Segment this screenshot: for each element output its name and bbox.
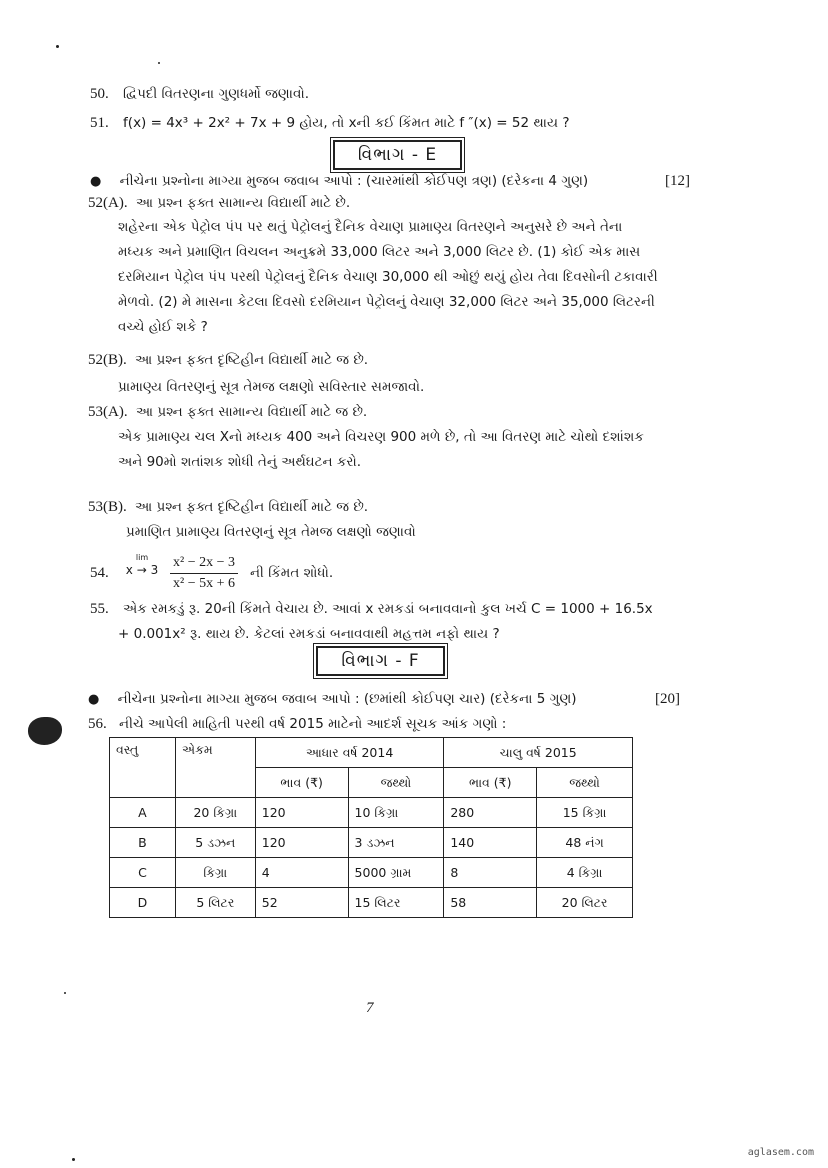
instruction-text: નીચેના પ્રશ્નોના માગ્યા મુજબ જવાબ આપો : (છમાંથી કોઈપણ ચાર) (દરેકના 5 ગુણ) (117, 691, 577, 707)
cell-unit: 20 કિગ્રા (175, 798, 255, 828)
cell-base-price: 120 (255, 828, 348, 858)
header-base-price: ભાવ (₹) (255, 768, 348, 798)
body-line: મધ્યક અને પ્રમાણિત વિચલન અનુક્રમે 33,000 લિટર અને 3,000 લિટર છે. (1) કોઈ એક માસ (118, 244, 641, 260)
header-current-quantity: જથ્થો (537, 768, 633, 798)
question-number: 56. (88, 716, 107, 732)
question-50 (90, 84, 309, 104)
cell-current-price: 58 (444, 888, 537, 918)
cell-base-quantity: 5000 ગ્રામ (348, 858, 444, 888)
cell-unit: 5 લિટર (175, 888, 255, 918)
cell-current-price: 280 (444, 798, 537, 828)
question-text: દ્વિપદી વિતરણના ગુણધર્મો જણાવો. (123, 86, 310, 102)
cell-unit: 5 ડઝન (175, 828, 255, 858)
scan-speck (56, 45, 59, 48)
section-marks: [20] (655, 691, 680, 707)
body-line: મેળવો. (2) મે માસના કેટલા દિવસો દરમિયાન પેટ્રોલનું વેચાણ 32,000 લિટર અને 35,000 લિટરની (118, 294, 655, 310)
table-row (110, 798, 633, 828)
section-e-heading (333, 140, 462, 170)
cell-base-quantity: 15 લિટર (348, 888, 444, 918)
question-text: પ્રમાણિત પ્રામાણ્ય વિતરણનું સૂત્ર તેમજ લક્ષણો જણાવો (126, 524, 416, 540)
body-line: અને 90મો શતાંશક શોધી તેનું અર્થઘટન કરો. (118, 454, 361, 470)
limit-operator (118, 553, 166, 578)
question-53a-header (88, 402, 367, 422)
question-52b-header (88, 350, 368, 370)
price-quantity-table (109, 737, 633, 918)
section-f-instruction (88, 689, 680, 710)
section-title: વિભાગ - E (357, 145, 438, 165)
body-line: એક રમકડું રૂ. 20ની કિંમતે વેચાય છે. આવાં x રમકડાં બનાવવાનો કુલ ખર્ચ C = 1000 + 16.5x (123, 601, 653, 617)
limit-approach: x → 3 (125, 563, 159, 577)
question-number: 52(B). (88, 352, 127, 368)
question-text: પ્રામાણ્ય વિતરણનું સૂત્ર તેમજ લક્ષણો સવિસ્તાર સમજાવો. (118, 379, 425, 395)
question-number: 50. (90, 86, 109, 102)
table-row (110, 888, 633, 918)
cell-unit: કિગ્રા (175, 858, 255, 888)
cell-current-quantity: 15 કિગ્રા (537, 798, 633, 828)
bullet-icon: ● (88, 692, 100, 707)
question-56 (88, 714, 506, 734)
limit-label: lim (135, 553, 149, 562)
cell-base-price: 120 (255, 798, 348, 828)
cell-current-quantity: 48 નંગ (537, 828, 633, 858)
cell-base-price: 52 (255, 888, 348, 918)
cell-base-price: 4 (255, 858, 348, 888)
body-line: + 0.001x² રૂ. થાય છે. કેટલાં રમકડાં બનાવવાથી મહત્તમ નફો થાય ? (118, 626, 500, 642)
question-52a-body (118, 215, 658, 340)
cell-current-quantity: 4 કિગ્રા (537, 858, 633, 888)
question-note: આ પ્રશ્ન ફક્ત સામાન્ય વિદ્યાર્થી માટે જ છે. (135, 404, 368, 420)
question-note: આ પ્રશ્ન ફક્ત સામાન્ય વિદ્યાર્થી માટે છે. (135, 195, 351, 211)
question-note: આ પ્રશ્ન ફક્ત દૃષ્ટિહીન વિદ્યાર્થી માટે જ છે. (135, 352, 369, 368)
question-number: 55. (90, 601, 109, 617)
header-base-year: આધાર વર્ષ 2014 (255, 738, 444, 768)
body-line: શહેરના એક પેટ્રોલ પંપ પર થતું પેટ્રોલનું દૈનિક વેચાણ પ્રામાણ્ય વિતરણને અનુસરે છે અને તેના (118, 219, 623, 235)
cell-item: A (110, 798, 176, 828)
question-text: f(x) = 4x³ + 2x² + 7x + 9 હોય, તો xની કઈ કિંમત માટે f ″(x) = 52 થાય ? (123, 115, 570, 131)
page-number: 7 (366, 1000, 374, 1016)
cell-base-quantity: 10 કિગ્રા (348, 798, 444, 828)
cell-current-price: 140 (444, 828, 537, 858)
question-text: ની કિંમત શોધો. (250, 565, 334, 581)
instruction-text: નીચેના પ્રશ્નોના માગ્યા મુજબ જવાબ આપો : (ચારમાંથી કોઈપણ ત્રણ) (દરેકના 4 ગુણ) (119, 173, 589, 189)
bullet-icon: ● (90, 174, 102, 189)
section-marks: [12] (665, 173, 690, 189)
scan-speck (158, 62, 160, 64)
question-number: 52(A). (88, 195, 128, 211)
fraction-denominator: x² − 5x + 6 (173, 576, 235, 591)
cell-current-price: 8 (444, 858, 537, 888)
question-number: 53(B). (88, 499, 127, 515)
body-line: વચ્ચે હોઈ શકે ? (118, 319, 208, 335)
header-current-year: ચાલુ વર્ષ 2015 (444, 738, 633, 768)
scan-speck (72, 1158, 75, 1161)
section-e-instruction (90, 171, 690, 192)
watermark: aglasem.com (747, 1147, 814, 1158)
question-51 (90, 113, 570, 133)
body-line: દરમિયાન પેટ્રોલ પંપ પરથી પેટ્રોલનું દૈનિક વેચાણ 30,000 થી ઓછું થયું હોય તેવા દિવસોની ટકાવારી (118, 269, 658, 285)
question-53a-body (118, 425, 644, 475)
question-53b-body (126, 522, 416, 542)
table-row (110, 858, 633, 888)
ink-blot (28, 717, 62, 745)
table-header-row (110, 738, 633, 768)
section-title: વિભાગ - F (341, 651, 420, 671)
question-52b-body (118, 377, 424, 397)
cell-item: B (110, 828, 176, 858)
question-number: 53(A). (88, 404, 128, 420)
limit-fraction (170, 553, 238, 594)
cell-item: D (110, 888, 176, 918)
question-number: 51. (90, 115, 109, 131)
body-line: એક પ્રામાણ્ય ચલ Xનો મધ્યક 400 અને વિચરણ 900 મળે છે, તો આ વિતરણ માટે ચોથો દશાંશક (118, 429, 644, 445)
header-unit: એકમ (175, 738, 255, 798)
question-55 (90, 597, 653, 647)
question-number: 54. (90, 565, 109, 581)
scan-speck (64, 992, 66, 994)
header-current-price: ભાવ (₹) (444, 768, 537, 798)
section-f-heading (316, 646, 445, 676)
cell-current-quantity: 20 લિટર (537, 888, 633, 918)
question-text: નીચે આપેલી માહિતી પરથી વર્ષ 2015 માટેનો આદર્શ સૂચક આંક ગણો : (119, 716, 507, 732)
header-base-quantity: જથ્થો (348, 768, 444, 798)
fraction-numerator: x² − 2x − 3 (170, 553, 238, 574)
table-row (110, 828, 633, 858)
question-53b-header (88, 497, 368, 517)
question-52a-header (88, 193, 350, 213)
header-item: વસ્તુ (110, 738, 176, 798)
question-note: આ પ્રશ્ન ફક્ત દૃષ્ટિહીન વિદ્યાર્થી માટે જ છે. (135, 499, 369, 515)
cell-base-quantity: 3 ડઝન (348, 828, 444, 858)
cell-item: C (110, 858, 176, 888)
